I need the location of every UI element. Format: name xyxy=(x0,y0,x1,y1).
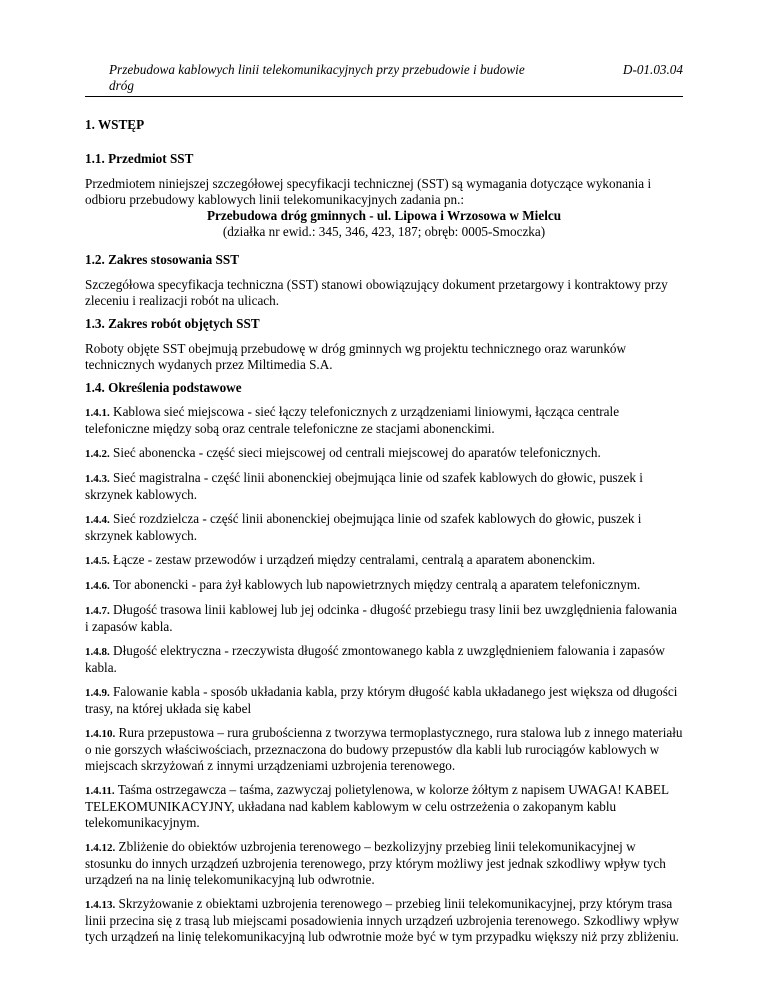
definition-number: 1.4.6. xyxy=(85,580,110,592)
section-1-title: 1. WSTĘP xyxy=(85,117,145,132)
definition-item xyxy=(85,782,683,831)
definition-number: 1.4.11. xyxy=(85,785,115,797)
definition-number: 1.4.1. xyxy=(85,407,110,419)
section-1-1-title: 1.1. Przedmiot SST xyxy=(85,151,194,166)
definition-item xyxy=(85,552,683,569)
definition-item xyxy=(85,684,683,717)
definition-text: Kablowa sieć miejscowa - sieć łączy telefonicznych z urządzeniami liniowymi, łącząca centrale telefoniczne między sobą oraz centrale telefoniczne ze stacjami abonenckimi. xyxy=(85,404,620,436)
definition-text: Skrzyżowanie z obiektami uzbrojenia terenowego – przebieg linii telekomunikacyjnej, przy którym trasa linii przecina się z trasą lub miejscami posadowienia innych urządzeń uzbrojenia terenowego. Szkodliwy wpływ tych urządzeń na linię telekomunikacyjną lub odwrotnie może być w tym przypadku większy niż przy zbliżeniu. xyxy=(85,896,679,944)
definition-item xyxy=(85,896,683,945)
definition-item xyxy=(85,643,683,676)
definition-number: 1.4.13. xyxy=(85,899,116,911)
section-1-2-text: Szczegółowa specyfikacja techniczna (SST) stanowi obowiązujący dokument przetargowy i kontraktowy przy zleceniu i realizacji robót na ulicach. xyxy=(85,277,668,308)
document-page xyxy=(85,62,683,945)
definition-text: Długość trasowa linii kablowej lub jej odcinka - długość przebiegu trasy linii bez uwzględnienia falowania i zapasów kabla. xyxy=(85,602,678,634)
definition-text: Sieć abonencka - część sieci miejscowej od centrali miejscowej do aparatów telefonicznych. xyxy=(113,445,601,460)
definition-number: 1.4.4. xyxy=(85,514,110,526)
definition-item xyxy=(85,725,683,774)
page-header xyxy=(85,62,683,94)
definition-number: 1.4.3. xyxy=(85,473,110,485)
section-1-1-text: Przedmiotem niniejszej szczegółowej specyfikacji technicznej (SST) są wymagania dotyczące wykonania i odbioru przebudowy kablowych linii telekomunikacyjnych zadania pn.: xyxy=(85,176,652,207)
definition-text: Łącze - zestaw przewodów i urządzeń między centralami, centralą a aparatem abonenckim. xyxy=(113,552,596,567)
definition-list xyxy=(85,404,683,945)
definition-number: 1.4.7. xyxy=(85,605,110,617)
section-1-3-title: 1.3. Zakres robót objętych SST xyxy=(85,316,260,331)
definition-text: Tor abonencki - para żył kablowych lub napowietrznych między centralą a aparatem telefonicznym. xyxy=(112,577,641,592)
definition-text: Zbliżenie do obiektów uzbrojenia terenowego – bezkolizyjny przebieg linii telekomunikacyjnej w stosunku do innych urządzeń uzbrojenia terenowego, przy którym możliwy jest jednak szkodliwy wpływ tych urządzeń na na linię telekomunikacyjną lub odwrotnie. xyxy=(85,839,666,887)
definition-number: 1.4.8. xyxy=(85,646,110,658)
definition-item xyxy=(85,577,683,594)
definition-number: 1.4.10. xyxy=(85,728,116,740)
header-rule xyxy=(85,96,683,97)
definition-text: Sieć rozdzielcza - część linii abonenckiej obejmująca linie od szafek kablowych do głowic, puszek i skrzynek kablowych. xyxy=(85,511,642,543)
project-parcels: (działka nr ewid.: 345, 346, 423, 187; obręb: 0005-Smoczka) xyxy=(222,224,546,239)
definition-item xyxy=(85,511,683,544)
definition-number: 1.4.5. xyxy=(85,555,110,567)
definition-number: 1.4.12. xyxy=(85,842,116,854)
definition-item xyxy=(85,404,683,437)
header-code: D-01.03.04 xyxy=(622,62,683,77)
definition-text: Taśma ostrzegawcza – taśma, zazwyczaj polietylenowa, w kolorze żółtym z napisem UWAGA! KABEL TELEKOMUNIKACYJNY, układana nad kablem kablowym w celu ostrzeżenia o zakopanym kablu telekomunikacyjnym. xyxy=(85,782,669,830)
definition-number: 1.4.9. xyxy=(85,687,110,699)
definition-item xyxy=(85,445,683,462)
definition-text: Rura przepustowa – rura grubościenna z tworzywa termoplastycznego, rura stalowa lub z innego materiału o nie gorszych właściwościach, przeznaczona do budowy przepustów dla kabli lub rurociągów kablowych w miejscach skrzyżowań z innymi urządzeniami uzbrojenia terenowego. xyxy=(85,725,683,773)
definition-text: Długość elektryczna - rzeczywista długość zmontowanego kabla z uwzględnieniem falowania i zapasów kabla. xyxy=(85,643,665,675)
section-1-4-title: 1.4. Określenia podstawowe xyxy=(85,380,242,395)
header-title: Przebudowa kablowych linii telekomunikacyjnych przy przebudowie i budowie dróg xyxy=(109,62,525,93)
definition-text: Sieć magistralna - część linii abonenckiej obejmująca linie od szafek kablowych do głowic, puszek i skrzynek kablowych. xyxy=(85,470,643,502)
definition-text: Falowanie kabla - sposób układania kabla, przy którym długość kabla układanego jest większa od długości trasy, na której układa się kabel xyxy=(85,684,678,716)
section-1-2-title: 1.2. Zakres stosowania SST xyxy=(85,252,240,267)
definition-item xyxy=(85,839,683,888)
section-1-3-text: Roboty objęte SST obejmują przebudowę w dróg gminnych wg projektu technicznego oraz warunków technicznych wydanych przez Miltimedia S.A. xyxy=(85,341,627,372)
definition-number: 1.4.2. xyxy=(85,448,110,460)
project-name: Przebudowa dróg gminnych - ul. Lipowa i Wrzosowa w Mielcu xyxy=(206,208,562,223)
definition-item xyxy=(85,470,683,503)
definition-item xyxy=(85,602,683,635)
